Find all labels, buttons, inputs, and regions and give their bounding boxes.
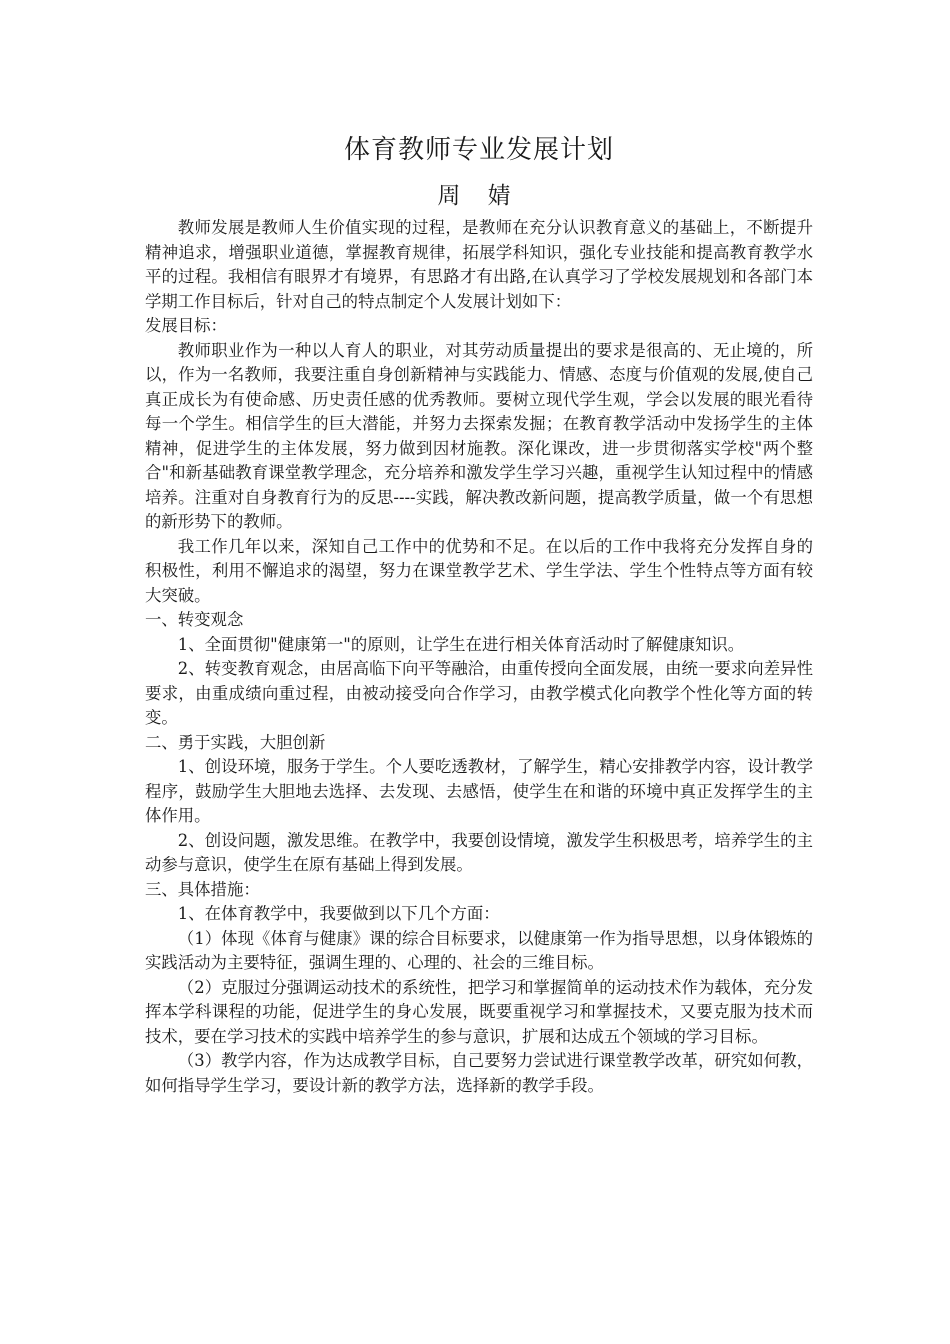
section-heading: 三、具体措施： xyxy=(145,879,260,899)
body-paragraph: 1、全面贯彻"健康第一"的原则，让学生在进行相关体育活动时了解健康知识。 xyxy=(177,634,745,654)
body-paragraph: 1、在体育教学中，我要做到以下几个方面： xyxy=(177,904,500,923)
body-paragraph: 我工作几年以来，深知自己工作中的优势和不足。在以后的工作中我将充分发挥自身的积极性，利用不懈追求的渴望，努力在课堂教学艺术、学生学法、学生个性特点等方面有较大突破。 xyxy=(145,536,813,605)
section-heading: 一、转变观念 xyxy=(145,610,244,629)
body-paragraph: 1、创设环境，服务于学生。个人要吃透教材，了解学生，精心安排教学内容，设计教学程序，鼓励学生大胆地去选择、去发现、去感悟，使学生在和谐的环境中真正发挥学生的主体作用。 xyxy=(145,757,813,825)
document-author: 周 婧 xyxy=(437,183,521,209)
document-title: 体育教师专业发展计划 xyxy=(343,135,614,165)
document-page xyxy=(145,128,813,1098)
body-paragraph: （1）体现《体育与健康》课的综合目标要求，以健康第一作为指导思想，以身体锻炼的实践活动为主要特征，强调生理的、心理的、社会的三维目标。 xyxy=(145,928,813,972)
body-paragraph: 教师发展是教师人生价值实现的过程，是教师在充分认识教育意义的基础上，不断提升精神追求，增强职业道德，掌握教育规律，拓展学科知识，强化专业技能和提高教育教学水平的过程。我相信有眼界才有境界，有思路才有出路,在认真学习了学校发展规划和各部门本学期工作目标后，针对自己的特点制定个人发展计划如下： xyxy=(145,218,813,311)
section-heading: 二、勇于实践，大胆创新 xyxy=(145,732,326,752)
body-paragraph: 2、转变教育观念，由居高临下向平等融洽，由重传授向全面发展，由统一要求向差异性要求，由重成绩向重过程，由被动接受向合作学习，由教学模式化向教学个性化等方面的转变。 xyxy=(145,659,813,727)
body-paragraph: 教师职业作为一种以人育人的职业，对其劳动质量提出的要求是很高的、无止境的，所以，作为一名教师，我要注重自身创新精神与实践能力、情感、态度与价值观的发展,使自己真正成长为有使命感、历史责任感的优秀教师。要树立现代学生观，学会以发展的眼光看待每一个学生。相信学生的巨大潜能，并努力去探索发掘；在教育教学活动中发扬学生的主体精神，促进学生的主体发展，努力做到因材施教。深化课改，进一步贯彻落实学校"两个整合"和新基础教育课堂教学理念，充分培养和激发学生学习兴趣，重视学生认知过程中的情感培养。注重对自身教育行为的反思----实践，解决教改新问题，提高教学质量，做一个有思想的新形势下的教师。 xyxy=(145,340,813,531)
body-paragraph: （3）教学内容，作为达成教学目标，自己要努力尝试进行课堂教学改革，研究如何教，如何指导学生学习，要设计新的教学方法，选择新的教学手段。 xyxy=(145,1051,813,1095)
body-paragraph: 2、创设问题，激发思维。在教学中，我要创设情境，激发学生积极思考，培养学生的主动参与意识，使学生在原有基础上得到发展。 xyxy=(145,830,813,874)
document-body xyxy=(145,216,813,1098)
section-heading: 发展目标： xyxy=(145,316,227,335)
body-paragraph: （2）克服过分强调运动技术的系统性，把学习和掌握简单的运动技术作为载体，充分发挥本学科课程的功能，促进学生的身心发展，既要重视学习和掌握技术，又要克服为技术而技术，要在学习技术的实践中培养学生的参与意识，扩展和达成五个领域的学习目标。 xyxy=(145,977,813,1046)
